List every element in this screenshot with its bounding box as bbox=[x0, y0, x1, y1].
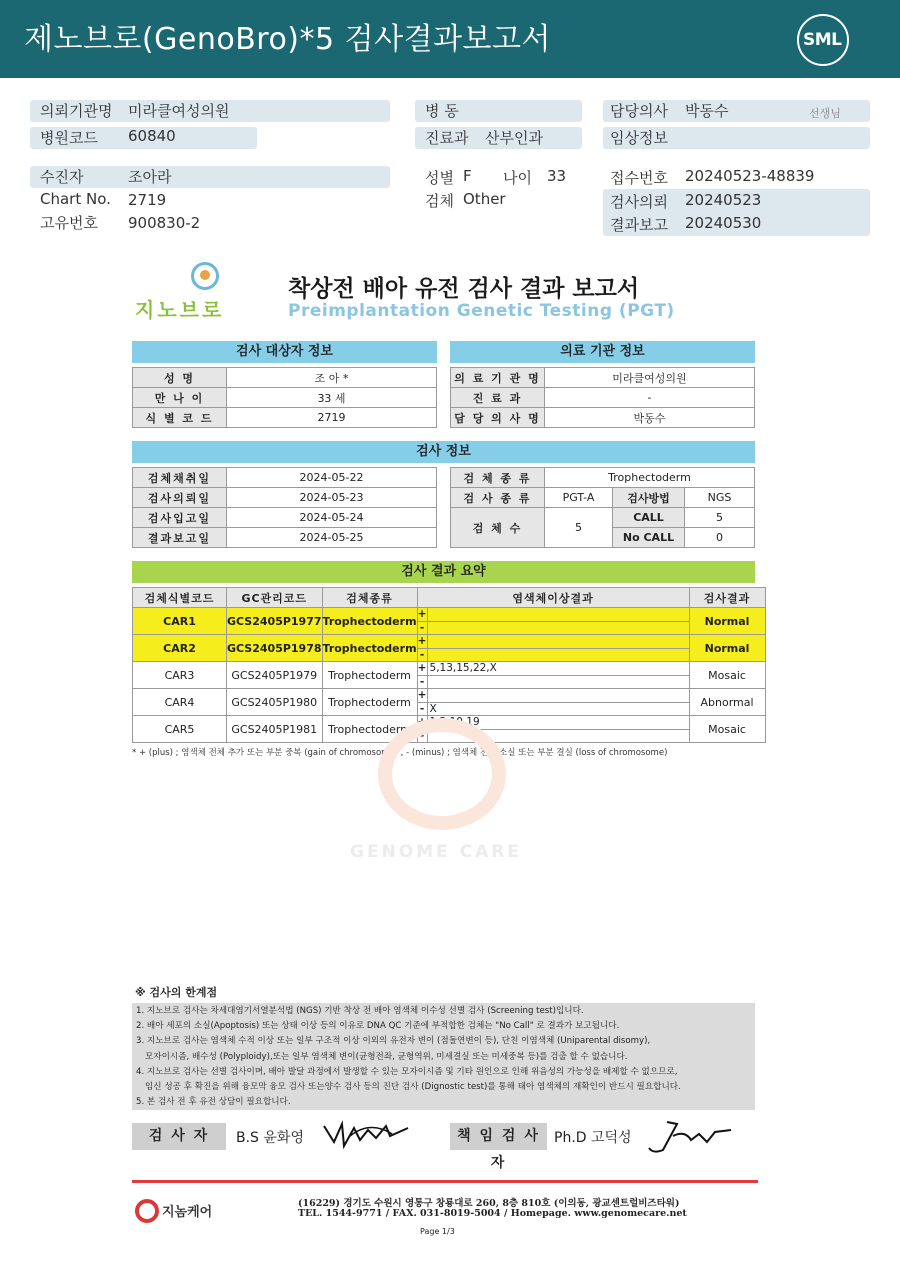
call-value: 5 bbox=[685, 508, 755, 528]
specimen-type-value: Trophectoderm bbox=[545, 468, 755, 488]
genomecare-logo-icon bbox=[135, 1199, 159, 1223]
subject-age-value: 33 세 bbox=[227, 388, 437, 408]
code-value: 60840 bbox=[128, 127, 176, 145]
row-result: Normal bbox=[689, 635, 765, 662]
minus-sign: - bbox=[418, 676, 428, 688]
test-type-label: 검 사 종 류 bbox=[451, 488, 545, 508]
supervisor-signature bbox=[645, 1116, 735, 1156]
minus-sign: - bbox=[418, 730, 428, 742]
sex-label: 성별 bbox=[425, 169, 454, 187]
row-karyotype bbox=[417, 662, 689, 689]
nocall-value: 0 bbox=[685, 528, 755, 548]
minus-value bbox=[428, 649, 430, 661]
summary-col-id: 검체식별코드 bbox=[133, 588, 227, 608]
report-title-ko: 착상전 배아 유전 검사 결과 보고서 bbox=[288, 276, 640, 302]
reported-value: 20240530 bbox=[685, 214, 762, 232]
specimen-value: Other bbox=[463, 190, 506, 208]
plus-sign: + bbox=[417, 689, 427, 701]
org-value: 미라클여성의원 bbox=[128, 102, 230, 120]
row-gc: GCS2405P1980 bbox=[227, 689, 323, 716]
genobro-logo-icon bbox=[191, 262, 219, 290]
clinical-label: 임상정보 bbox=[610, 129, 668, 147]
sml-logo-text: SML bbox=[803, 30, 842, 50]
count-value: 5 bbox=[545, 508, 613, 548]
receive-label: 검사입고일 bbox=[133, 508, 227, 528]
row-gc: GCS2405P1977 bbox=[227, 608, 323, 635]
chart-label: Chart No. bbox=[40, 190, 111, 208]
report-date-label: 결과보고일 bbox=[133, 528, 227, 548]
requested-label: 검사의뢰 bbox=[610, 193, 668, 211]
subject-header: 검사 대상자 정보 bbox=[132, 341, 437, 363]
collect-value: 2024-05-22 bbox=[227, 468, 437, 488]
supervisor-label: 책 임 검 사 자 bbox=[450, 1123, 547, 1150]
subject-name-value: 조 아 * bbox=[227, 368, 437, 388]
row-type: Trophectoderm bbox=[322, 689, 417, 716]
footer-rule bbox=[132, 1180, 758, 1183]
limit-item: 2. 배아 세포의 소실(Apoptosis) 또는 상태 이상 등의 이유로 DNA QC 기준에 부적합한 검체는 "No Call" 로 결과가 보고됩니다. bbox=[136, 1021, 620, 1032]
examiner-name: B.S 윤화영 bbox=[236, 1130, 304, 1146]
row-result: Abnormal bbox=[689, 689, 765, 716]
chart-value: 2719 bbox=[128, 191, 167, 209]
dept-label: 진료과 bbox=[425, 129, 469, 147]
watermark-text: GENOME CARE bbox=[350, 842, 523, 862]
genomecare-logo-text: 지놈케어 bbox=[162, 1205, 213, 1220]
row-result: Normal bbox=[689, 608, 765, 635]
limits-heading: ※ 검사의 한계점 bbox=[135, 986, 218, 999]
row-id: CAR1 bbox=[133, 608, 227, 635]
limit-item: 5. 본 검사 전 후 유전 상담이 필요합니다. bbox=[136, 1097, 291, 1108]
summary-col-gc: GC관리코드 bbox=[227, 588, 323, 608]
receipt-label: 접수번호 bbox=[610, 169, 668, 187]
institution-org-value: 미라클여성의원 bbox=[545, 368, 755, 388]
minus-sign: - bbox=[418, 703, 428, 715]
collect-label: 검체채취일 bbox=[133, 468, 227, 488]
nocall-label: No CALL bbox=[613, 528, 685, 548]
summary-footnote: * + (plus) ; 염색체 전체 추가 또는 부분 중복 (gain of chromosome) , - (minus) ; 염색체 전체 소실 또는 부분 결실 (loss of chromosome) bbox=[132, 748, 668, 758]
id-value: 900830-2 bbox=[128, 214, 201, 232]
supervisor-name: Ph.D 고덕성 bbox=[554, 1130, 632, 1146]
ward-label: 병 동 bbox=[425, 102, 459, 120]
test-type-value: PGT-A bbox=[545, 488, 613, 508]
row-gc: GCS2405P1978 bbox=[227, 635, 323, 662]
institution-table bbox=[450, 367, 755, 428]
summary-row-car3 bbox=[133, 662, 766, 689]
report-title-en: Preimplantation Genetic Testing (PGT) bbox=[288, 301, 675, 321]
dept-value: 산부인과 bbox=[485, 129, 543, 147]
recipient-label: 수진자 bbox=[40, 168, 84, 186]
footer-contact: TEL. 1544-9771 / FAX. 031-8019-5004 / Homepage. www.genomecare.net bbox=[298, 1208, 687, 1219]
subject-name-label: 성 명 bbox=[133, 368, 227, 388]
report-date-value: 2024-05-25 bbox=[227, 528, 437, 548]
count-label: 검 체 수 bbox=[451, 508, 545, 548]
row-karyotype bbox=[417, 635, 689, 662]
row-id: CAR2 bbox=[133, 635, 227, 662]
institution-header: 의료 기관 정보 bbox=[450, 341, 755, 363]
summary-col-karyotype: 염색체이상결과 bbox=[417, 588, 689, 608]
limit-item: 4. 지노브로 검사는 선별 검사이며, 배아 발달 과정에서 발생할 수 있는 모자이시즘 및 기타 원인으로 인해 위음성의 가능성을 배제할 수 없으므로, bbox=[136, 1066, 678, 1077]
footer-address: (16229) 경기도 수원시 영통구 창룡대로 260, 8층 810호 (이의동, 광교센트럴비즈타워) bbox=[298, 1198, 680, 1209]
reported-label: 결과보고 bbox=[610, 216, 668, 234]
specimen-type-label: 검 체 종 류 bbox=[451, 468, 545, 488]
doctor-label: 담당의사 bbox=[610, 102, 668, 120]
report-title: 제노브로(GenoBro)*5 검사결과보고서 bbox=[24, 22, 551, 57]
test-specimen-table bbox=[450, 467, 755, 548]
examiner-signature bbox=[320, 1116, 412, 1152]
minus-sign: - bbox=[418, 622, 428, 634]
minus-value bbox=[428, 622, 430, 634]
institution-doctor-value: 박동수 bbox=[545, 408, 755, 428]
row-type: Trophectoderm bbox=[322, 635, 417, 662]
recipient-value: 조아라 bbox=[128, 168, 172, 186]
row-result: Mosaic bbox=[689, 662, 765, 689]
request-label: 검사의뢰일 bbox=[133, 488, 227, 508]
method-label: 검사방법 bbox=[613, 488, 685, 508]
test-dates-table bbox=[132, 467, 437, 548]
plus-value: 1,2,10,19 bbox=[429, 716, 480, 728]
age-label: 나이 bbox=[503, 169, 532, 187]
limit-item: 3. 지노브로 검사는 염색체 수적 이상 또는 일부 구조적 이상 이외의 유전자 변이 (점돌연변이 등), 단친 이염색체 (Uniparental disomy), bbox=[136, 1036, 651, 1047]
summary-row-car1 bbox=[133, 608, 766, 635]
genobro-logo bbox=[133, 262, 248, 322]
subject-id-value: 2719 bbox=[227, 408, 437, 428]
code-label: 병원코드 bbox=[40, 129, 98, 147]
requested-value: 20240523 bbox=[685, 191, 762, 209]
doctor-value: 박동수 bbox=[685, 102, 729, 120]
row-result: Mosaic bbox=[689, 716, 765, 743]
examiner-label: 검 사 자 bbox=[132, 1123, 226, 1150]
specimen-label: 검체 bbox=[425, 192, 454, 210]
minus-value: X bbox=[429, 703, 437, 715]
plus-sign: + bbox=[417, 662, 427, 674]
age-value: 33 bbox=[547, 167, 567, 185]
limit-item: 임신 성공 후 확진을 위해 융모막 융모 검사 또는양수 검사 등의 진단 검사 (Dignostic test)를 통해 태아 염색체의 재확인이 반드시 필요합니다. bbox=[145, 1082, 681, 1093]
summary-col-result: 검사결과 bbox=[689, 588, 765, 608]
minus-value bbox=[428, 676, 430, 688]
institution-dept-label: 진 료 과 bbox=[451, 388, 545, 408]
plus-value: 5,13,15,22,X bbox=[429, 662, 497, 674]
call-label: CALL bbox=[613, 508, 685, 528]
plus-sign: + bbox=[417, 635, 427, 647]
plus-value bbox=[428, 608, 430, 621]
limits-box bbox=[132, 1003, 755, 1110]
subject-table bbox=[132, 367, 437, 428]
institution-dept-value: - bbox=[545, 388, 755, 408]
row-gc: GCS2405P1981 bbox=[227, 716, 323, 743]
row-type: Trophectoderm bbox=[322, 608, 417, 635]
doctor-suffix: 선생님 bbox=[809, 107, 841, 120]
row-karyotype bbox=[417, 689, 689, 716]
page-number: Page 1/3 bbox=[420, 1227, 455, 1236]
header-banner bbox=[0, 0, 900, 78]
subject-id-label: 식 별 코 드 bbox=[133, 408, 227, 428]
receive-value: 2024-05-24 bbox=[227, 508, 437, 528]
limit-item: 모자이시즘, 배수성 (Polyploidy),또는 일부 염색체 변이(균형전좌, 균형역위, 미세결실 또는 미세중복 등)를 검출 할 수 없습니다. bbox=[145, 1051, 628, 1062]
plus-value bbox=[428, 689, 430, 702]
id-label: 고유번호 bbox=[40, 214, 98, 232]
row-type: Trophectoderm bbox=[322, 662, 417, 689]
sml-logo bbox=[797, 14, 849, 66]
summary-header: 검사 결과 요약 bbox=[132, 561, 755, 583]
minus-sign: - bbox=[418, 649, 428, 661]
sex-value: F bbox=[463, 167, 472, 185]
watermark-logo-icon bbox=[378, 718, 506, 830]
plus-sign: + bbox=[417, 716, 427, 728]
limit-item: 1. 지노브로 검사는 차세대염기서열분석법 (NGS) 기반 착상 전 배아 염색체 이수성 선별 검사 (Screening test)입니다. bbox=[136, 1006, 584, 1016]
row-id: CAR5 bbox=[133, 716, 227, 743]
subject-age-label: 만 나 이 bbox=[133, 388, 227, 408]
request-value: 2024-05-23 bbox=[227, 488, 437, 508]
row-type: Trophectoderm bbox=[322, 716, 417, 743]
summary-col-type: 검체종류 bbox=[322, 588, 417, 608]
method-value: NGS bbox=[685, 488, 755, 508]
org-label: 의뢰기관명 bbox=[40, 102, 113, 120]
recipient-row bbox=[30, 166, 390, 188]
test-header: 검사 정보 bbox=[132, 441, 755, 463]
summary-row-car2 bbox=[133, 635, 766, 662]
institution-doctor-label: 담 당 의 사 명 bbox=[451, 408, 545, 428]
receipt-value: 20240523-48839 bbox=[685, 167, 815, 185]
institution-org-label: 의 료 기 관 명 bbox=[451, 368, 545, 388]
row-gc: GCS2405P1979 bbox=[227, 662, 323, 689]
summary-row-car4 bbox=[133, 689, 766, 716]
plus-sign: + bbox=[417, 608, 427, 620]
row-karyotype bbox=[417, 608, 689, 635]
plus-value bbox=[428, 635, 430, 648]
row-id: CAR4 bbox=[133, 689, 227, 716]
genobro-logo-text: 지노브로 bbox=[135, 298, 225, 322]
row-id: CAR3 bbox=[133, 662, 227, 689]
